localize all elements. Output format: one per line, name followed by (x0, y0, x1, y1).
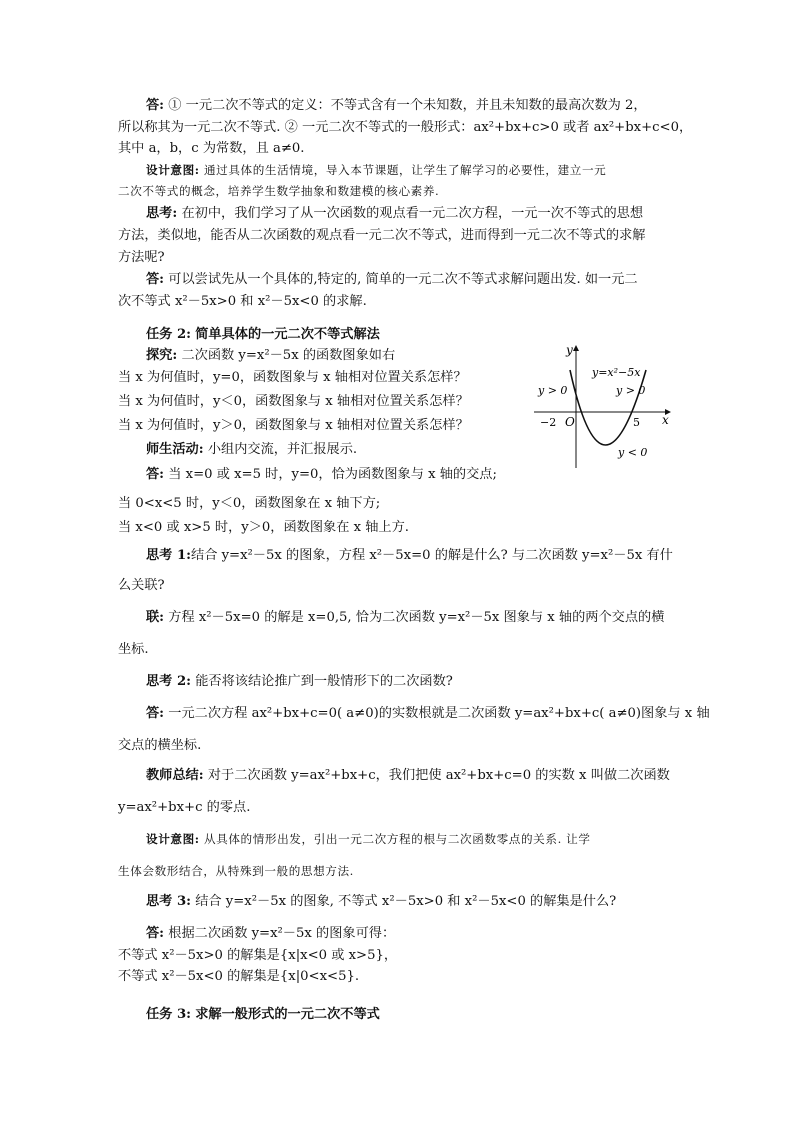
answer-2-line-2: 次不等式 x²－5x>0 和 x²－5x<0 的求解. (118, 294, 367, 309)
answer-4-line-2: 交点的横坐标. (118, 738, 202, 753)
think-line-3: 方法呢? (118, 250, 165, 265)
think-1-line-2: 么关联? (118, 578, 165, 593)
task-2-heading: 任务 2: 简单具体的一元二次不等式解法 (146, 327, 380, 342)
explore-line: 探究: 二次函数 y=x²－5x 的函数图象如右 (146, 348, 396, 363)
x-axis-label: x (662, 413, 669, 427)
answer-line-2: 所以称其为一元二次不等式. ② 一元二次不等式的一般形式：ax²+bx+c>0 或者 ax²+bx+c<0， (118, 120, 693, 135)
think-line-1: 思考: 在初中，我们学习了从一次函数的观点看一元二次方程，一元一次不等式的思想 (146, 206, 644, 221)
y-axis-label: y (566, 343, 573, 357)
think-3-line: 思考 3: 结合 y=x²－5x 的图象, 不等式 x²－5x>0 和 x²－5x<0 的解集是什么? (146, 894, 617, 909)
parabola-curve (570, 370, 646, 445)
origin-label: O (565, 415, 575, 429)
curve-label: y=x²−5x (592, 366, 641, 379)
teacher-summary-line-1: 教师总结: 对于二次函数 y=ax²+bx+c，我们把使 ax²+bx+c=0 的实数 x 叫做二次函数 (146, 768, 670, 783)
answer-3-line-2: 当 0<x<5 时，y＜0，函数图象在 x 轴下方; (118, 496, 381, 511)
think-line-2: 方法，类似地，能否从二次函数的观点看一元二次不等式，进而得到一元二次不等式的求解 (118, 228, 646, 243)
tick-five: 5 (633, 416, 640, 429)
solution-set-negative: 不等式 x²－5x<0 的解集是{x|0<x<5}. (118, 969, 360, 984)
design-intent-line-2: 二次不等式的概念，培养学生数学抽象和数建模的核心素养. (118, 184, 440, 198)
answer-5-line-1: 答: 根据二次函数 y=x²－5x 的图象可得： (146, 926, 396, 941)
question-y-positive: 当 x 为何值时，y＞0，函数图象与 x 轴相对位置关系怎样？ (118, 418, 469, 433)
think-2-line: 思考 2: 能否将该结论推广到一般情形下的二次函数? (146, 674, 453, 689)
answer-line-3: 其中 a，b，c 为常数，且 a≠0. (118, 141, 305, 156)
design-intent-2-line-2: 生体会数形结合，从特殊到一般的思想方法. (118, 864, 354, 878)
answer-4-line-1: 答: 一元二次方程 ax²+bx+c=0( a≠0)的实数根就是二次函数 y=ax²+bx+c( a≠0)图象与 x 轴 (146, 706, 710, 721)
link-line-2: 坐标. (118, 642, 149, 657)
activity-line: 师生活动: 小组内交流，并汇报展示. (146, 442, 358, 457)
region-right-label: y > 0 (616, 384, 646, 397)
answer-line-1: 答: ① 一元二次不等式的定义：不等式含有一个未知数，并且未知数的最高次数为 2， (146, 98, 647, 113)
answer-3-line-1: 答: 当 x=0 或 x=5 时，y=0，恰为函数图象与 x 轴的交点; (146, 467, 497, 482)
question-y-negative: 当 x 为何值时，y＜0，函数图象与 x 轴相对位置关系怎样？ (118, 394, 469, 409)
region-below-label: y < 0 (618, 446, 648, 459)
parabola-graph (532, 340, 680, 472)
solution-set-positive: 不等式 x²－5x>0 的解集是{x|x<0 或 x>5}， (118, 948, 398, 963)
design-intent-line-1: 设计意图: 通过具体的生活情境，导入本节课题，让学生了解学习的必要性，建立一元 (146, 163, 607, 177)
think-1-line-1: 思考 1:结合 y=x²－5x 的图象，方程 x²－5x=0 的解是什么? 与二次函数 y=x²－5x 有什 (146, 548, 673, 563)
tick-neg-two: −2 (540, 416, 557, 429)
answer-2-line-1: 答: 可以尝试先从一个具体的,特定的, 简单的一元二次不等式求解问题出发. 如一元二 (146, 272, 638, 287)
link-line-1: 联: 方程 x²－5x=0 的解是 x=0,5, 恰为二次函数 y=x²－5x 图象与 x 轴的两个交点的横 (146, 610, 665, 625)
question-y-zero: 当 x 为何值时，y=0，函数图象与 x 轴相对位置关系怎样？ (118, 370, 467, 385)
region-left-label: y > 0 (538, 384, 568, 397)
design-intent-2-line-1: 设计意图: 从具体的情形出发，引出一元二次方程的根与二次函数零点的关系. 让学 (146, 832, 591, 846)
teacher-summary-line-2: y=ax²+bx+c 的零点. (118, 800, 251, 815)
task-3-heading: 任务 3: 求解一般形式的一元二次不等式 (146, 1007, 380, 1022)
answer-3-line-3: 当 x<0 或 x>5 时，y＞0，函数图象在 x 轴上方. (118, 520, 409, 535)
